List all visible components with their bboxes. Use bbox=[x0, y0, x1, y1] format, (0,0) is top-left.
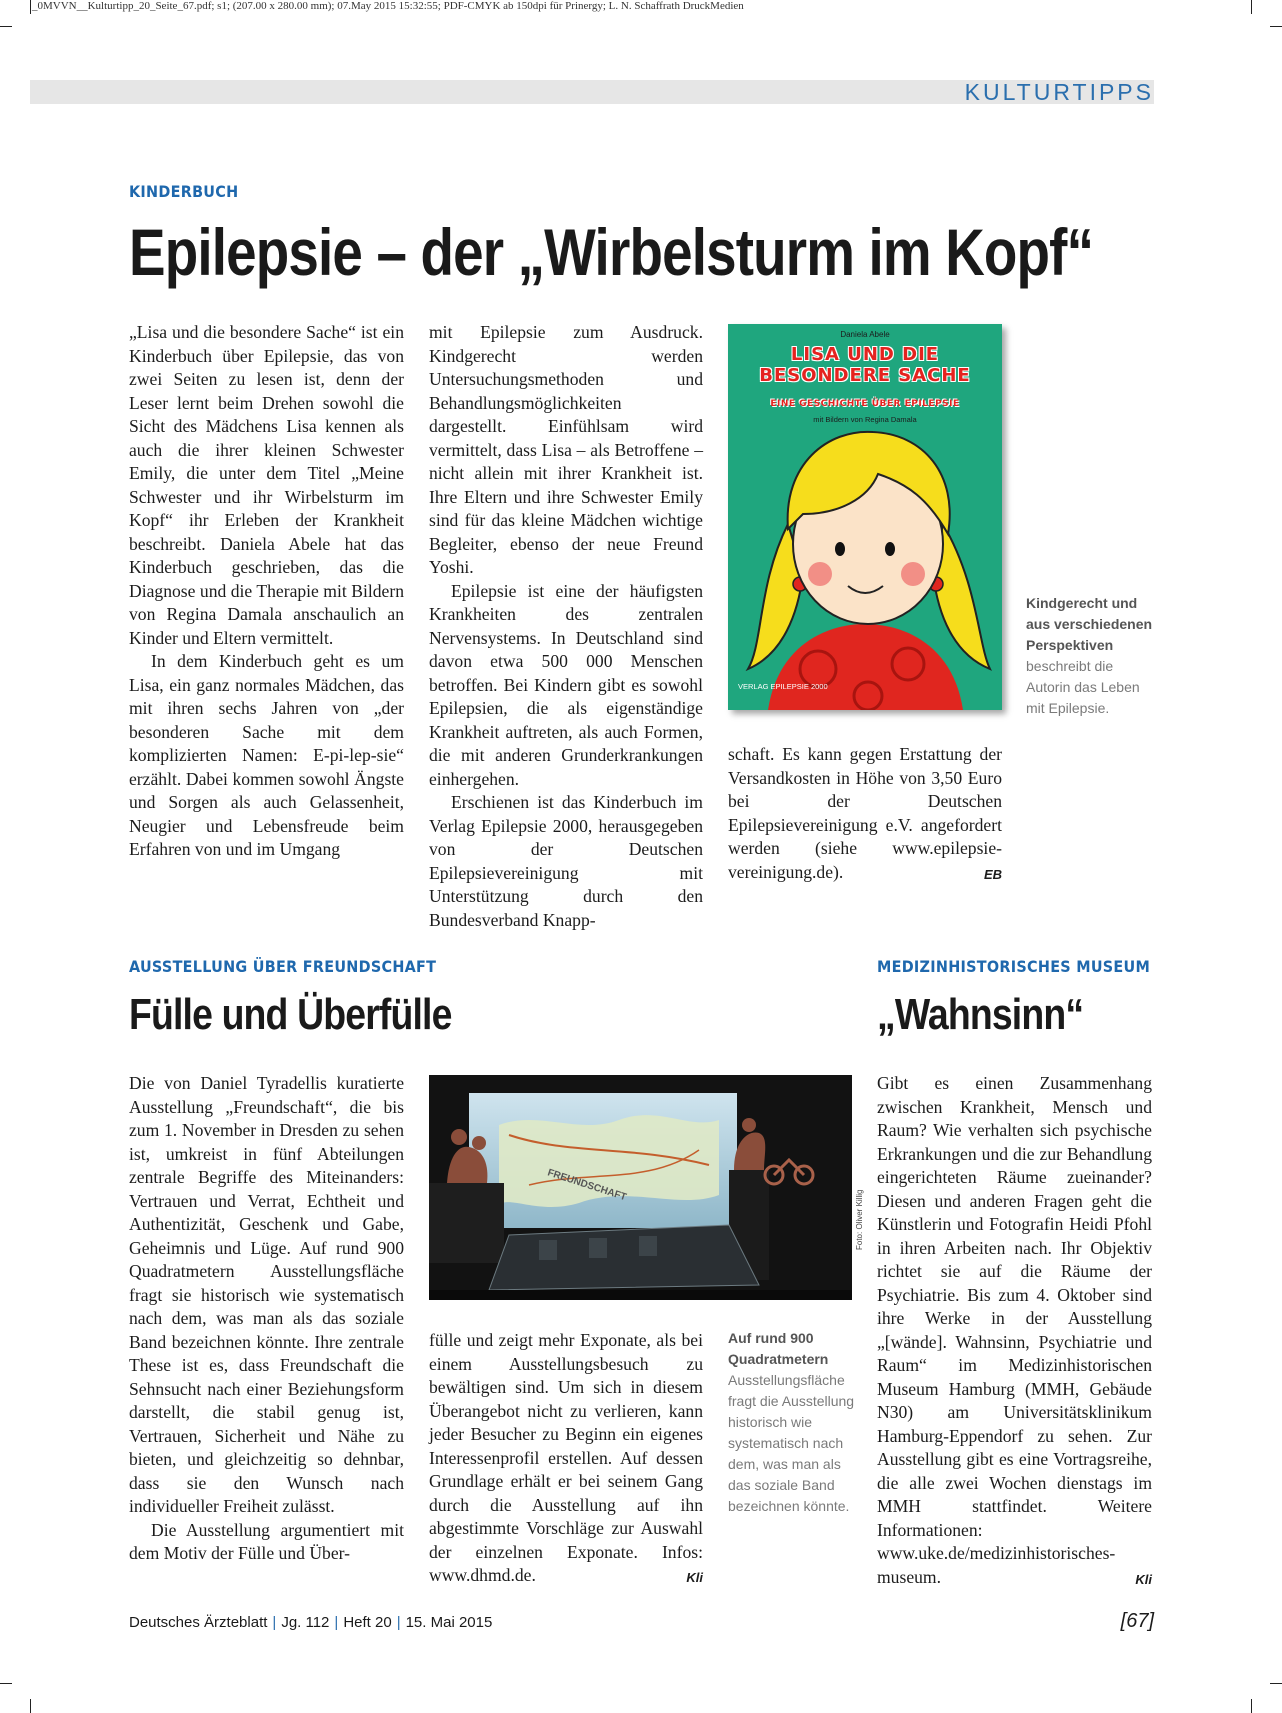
crop-mark bbox=[0, 26, 12, 27]
photo-credit: Foto: Oliver Killig bbox=[855, 1189, 864, 1250]
book-cover-image bbox=[728, 324, 1002, 710]
article3-kicker: MEDIZINHISTORISCHES MUSEUM bbox=[877, 957, 1151, 976]
section-label: KULTURTIPPS bbox=[964, 79, 1154, 105]
crop-mark bbox=[1251, 1699, 1252, 1713]
divider: | bbox=[396, 1614, 401, 1631]
exhibition-photo bbox=[429, 1075, 852, 1300]
author-signature: Kli bbox=[686, 1570, 703, 1585]
article2-kicker: AUSSTELLUNG ÜBER FREUNDSCHAFT bbox=[129, 957, 437, 976]
cover-subtitle: EINE GESCHICHTE ÜBER EPILEPSIE bbox=[770, 399, 960, 409]
paragraph: mit Epilepsie zum Ausdruck. Kindgerecht werden Untersuchungsmethoden und Behandlungsmöglichkeiten dargestellt. Einfühlsam wird vermittelt, dass Lisa – als Betroffene – nicht allein mit ihrer Krankheit ist. Ihre Eltern und ihre Schwester Emily sind für das kleine Mädchen wichtige Begleiter, ebenso der neue Freund Yoshi. bbox=[429, 322, 703, 577]
author-signature: Kli bbox=[1135, 1571, 1152, 1587]
paragraph: „Lisa und die besondere Sache“ ist ein Kinderbuch über Epilepsie, das von zwei Seiten zu lesen ist, denn der Leser lernt beim Drehen sowohl die Sicht des Mädchens Lisa kennen als auch die ihrer kleinen Schwester Emily, die unter dem Titel „Meine Schwester und ihr Wirbelsturm im Kopf“ ihr Erleben der Krankheit beschreibt. Daniela Abele hat das Kinderbuch geschrieben, das die Diagnose und die Therapie mit Bildern von Regina Damala anschaulich an Kinder und Eltern vermittelt. bbox=[129, 322, 404, 648]
cover-illustrator: mit Bildern von Regina Damala bbox=[813, 415, 917, 424]
footer-citation bbox=[129, 1614, 492, 1631]
article1-kicker: KINDERBUCH bbox=[129, 182, 239, 201]
crop-mark bbox=[30, 0, 31, 14]
issue-date: 15. Mai 2015 bbox=[405, 1614, 493, 1631]
crop-mark bbox=[1270, 26, 1282, 27]
divider: | bbox=[334, 1614, 339, 1631]
author-signature: EB bbox=[983, 866, 1002, 882]
cover-title-line: LISA UND DIE bbox=[790, 344, 940, 365]
paragraph bbox=[728, 743, 1002, 884]
caption-lead: Kindgerecht und aus verschiedenen Perspektiven bbox=[1026, 595, 1153, 653]
article2-column-1 bbox=[129, 1072, 404, 1566]
caption-text: Ausstellungsfläche fragt die Ausstellung historisch wie systematisch nach dem, was man als das soziale Band bezeichnen könnte. bbox=[728, 1372, 855, 1514]
paragraph bbox=[877, 1072, 1152, 1589]
journal-name: Deutsches Ärzteblatt bbox=[129, 1614, 268, 1631]
paragraph: Epilepsie ist eine der häufigsten Krankheiten des zentralen Nervensystems. In Deutschland sind davon etwa 500 000 Menschen betroffen. Bei Kindern gibt es sowohl Epilepsien, die als eigenständige Krankheit auftreten, als auch Formen, die mit anderen Grunderkrankungen einhergehen. bbox=[429, 580, 703, 789]
article2-column-2 bbox=[429, 1329, 703, 1590]
cover-author: Daniela Abele bbox=[840, 330, 890, 339]
article1-column-1 bbox=[129, 321, 404, 862]
article1-caption bbox=[1026, 593, 1158, 719]
issue: Heft 20 bbox=[343, 1614, 392, 1631]
exhibition-illustration bbox=[429, 1075, 852, 1300]
crop-mark bbox=[1270, 1683, 1282, 1684]
cover-publisher: VERLAG EPILEPSIE 2000 bbox=[738, 682, 828, 691]
paragraph-text: Gibt es einen Zusammenhang zwischen Krankheit, Mensch und Raum? Wie verhalten sich psychische Erkrankungen und die zur Behandlung eingerichteten Räume zueinander? Diesen und anderen Fragen geht die Künstlerin und Fotografin Heidi Pfohl in ihren Arbeiten nach. Ihr Objektiv richtet sie auf die Räume der Psychiatrie. Bis zum 4. Oktober sind ihre Werke in der Ausstellung „[wände]. Wahnsinn, Psychiatrie und Raum“ im Medizinhistorischen Museum Hamburg (MMH, Gebäude N30) am Universitätsklinikum Hamburg-Eppendorf zu sehen. Zur Ausstellung gibt es eine Vortragsreihe, die alle zwei Wochen dienstags im MMH stattfindet. Weitere Informationen: www.uke.de/medizinhistorisches-museum. bbox=[877, 1073, 1152, 1587]
article1-column-3 bbox=[728, 743, 1002, 886]
page-number: [67] bbox=[1120, 1610, 1154, 1632]
article1-column-2 bbox=[429, 321, 703, 932]
divider: | bbox=[272, 1614, 277, 1631]
article2-caption bbox=[728, 1328, 860, 1517]
caption-lead: Auf rund 900 Quadratmetern bbox=[728, 1330, 829, 1367]
paragraph bbox=[429, 1329, 703, 1588]
paragraph: Erschienen ist das Kinderbuch im Verlag Epilepsie 2000, herausgegeben von der Deutschen Epilepsievereinigung mit Unterstützung durch den Bundesverband Knapp- bbox=[429, 792, 703, 930]
article3-column bbox=[877, 1072, 1152, 1591]
cover-illustration bbox=[728, 324, 1002, 710]
crop-mark bbox=[0, 1683, 12, 1684]
volume: Jg. 112 bbox=[281, 1614, 330, 1631]
print-meta-line: _0MVVN__Kulturtipp_20_Seite_67.pdf; s1; (207.00 x 280.00 mm); 07.May 2015 15:32:55; PDF-CMYK ab 150dpi für Prinergy; L. N. Schaffrath DruckMedien bbox=[32, 0, 744, 12]
photo-map-label: FREUNDSCHAFT bbox=[546, 1167, 628, 1204]
crop-mark bbox=[1251, 0, 1252, 14]
paragraph-text: fülle und zeigt mehr Exponate, als bei einem Ausstellungsbesuch zu bewältigen sind. Um sich in diesem Überangebot nicht zu verlieren, kann jeder Besucher zu Beginn ein eigenes Interessenprofil erstellen. Auf dessen Grundlage erhält er bei seinem Gang durch die Ausstellung auf ihn abgestimmte Vorschläge zur Auswahl der einzelnen Exponate. Infos: www.dhmd.de. bbox=[429, 1330, 703, 1585]
crop-mark bbox=[30, 1699, 31, 1713]
article2-headline: Fülle und Überfülle bbox=[129, 990, 452, 1039]
paragraph: In dem Kinderbuch geht es um Lisa, ein ganz normales Mädchen, das mit ihren sechs Jahren von „der besonderen Sache mit dem komplizierten Namen: E-pi-lep-sie“ erzählt. Dabei kommen sowohl Ängste und Sorgen als auch Gelassenheit, Neugier und Lebensfreude beim Erfahren von und im Umgang bbox=[129, 651, 404, 859]
article1-headline: Epilepsie – der „Wirbelsturm im Kopf“ bbox=[129, 215, 1094, 289]
paragraph-text: schaft. Es kann gegen Erstattung der Versandkosten in Höhe von 3,50 Euro bei der Deutschen Epilepsievereinigung e.V. angefordert werden (siehe www.epilepsie-vereinigung.de). bbox=[728, 744, 1002, 882]
cover-title-line: BESONDERE SACHE bbox=[759, 365, 971, 386]
paragraph: Die Ausstellung argumentiert mit dem Motiv der Fülle und Über- bbox=[129, 1519, 404, 1563]
caption-text: beschreibt die Autorin das Leben mit Epilepsie. bbox=[1026, 658, 1140, 716]
article3-headline: „Wahnsinn“ bbox=[877, 990, 1084, 1039]
paragraph: Die von Daniel Tyradellis kuratierte Ausstellung „Freundschaft“, die bis zum 1. November in Dresden zu sehen ist, umkreist in fünf Abteilungen zentrale Begriffe des Miteinanders: Vertrauen und Verrat, Echtheit und Authentizität, Geschenk und Gabe, Geheimnis und Lüge. Auf rund 900 Quadratmetern Ausstellungsfläche fragt sie historisch wie systematisch nach dem, was man als das soziale Band bezeichnen könnte. Ihre zentrale These ist es, dass Freundschaft die Sehnsucht nach einer Beziehungsform darstellt, die stabil genug ist, Vertrauen, Sicherheit und Nähe zu bieten, und gleichzeitig so dehnbar, dass sie den Wunsch nach individueller Freiheit zulässt. bbox=[129, 1073, 404, 1516]
